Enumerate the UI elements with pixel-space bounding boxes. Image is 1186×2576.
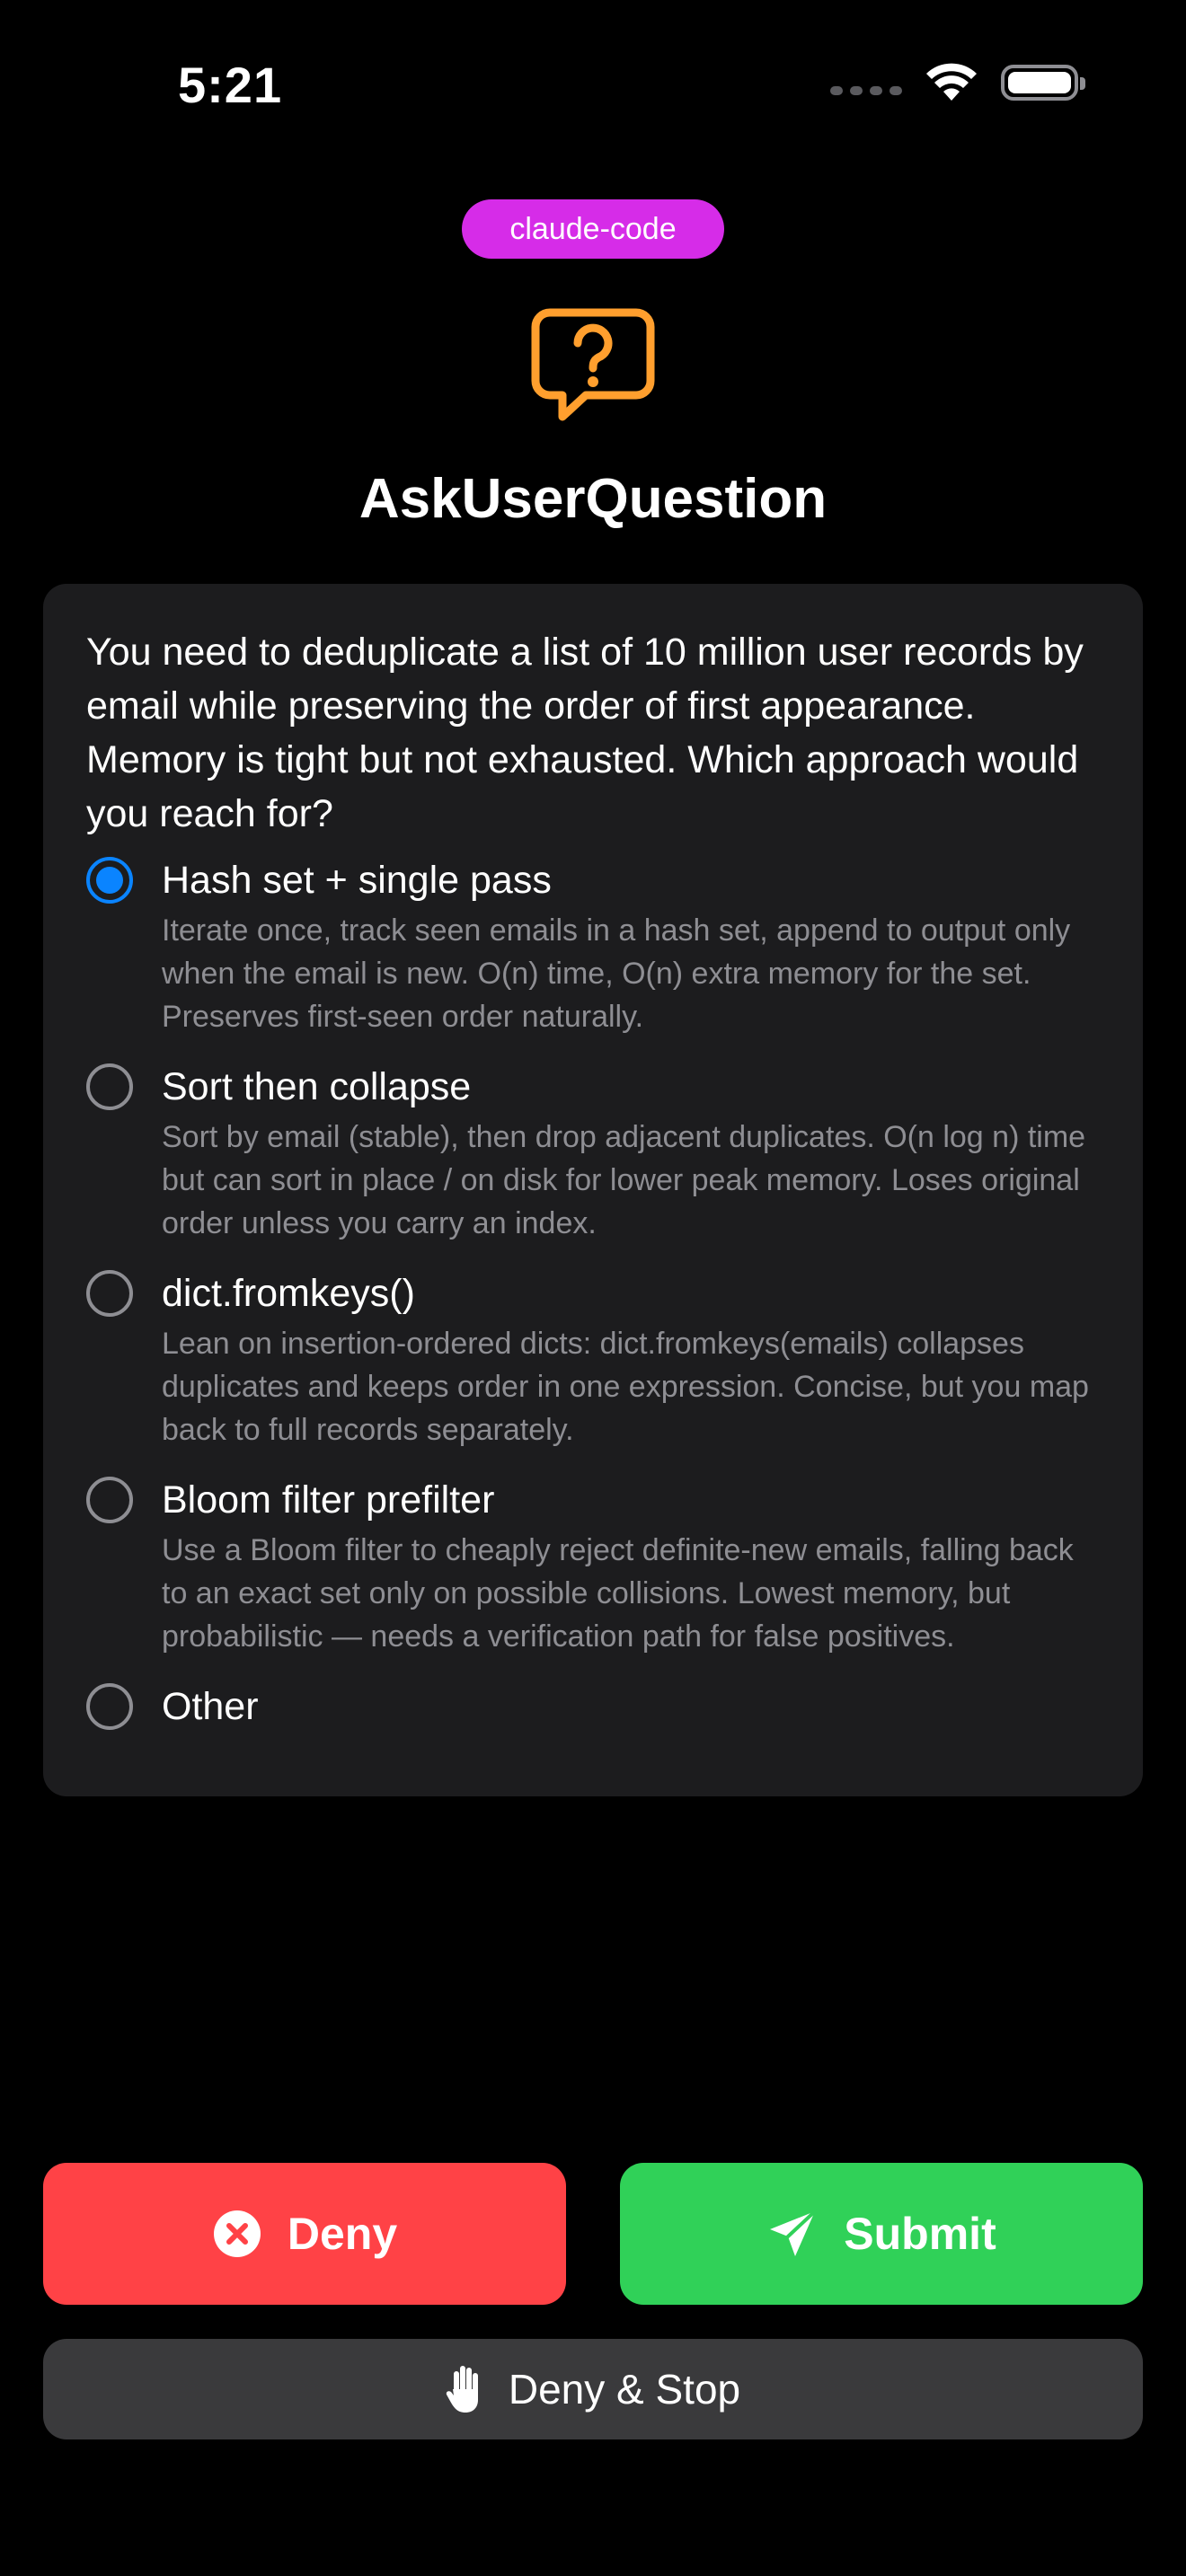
option-other[interactable] — [86, 1683, 1102, 1730]
question-card — [43, 584, 1143, 1796]
option-label: Hash set + single pass — [162, 859, 552, 902]
option-description: Lean on insertion-ordered dicts: dict.fromkeys(emails) collapses duplicates and keeps order in one expression. Concise, but you map back to full records separately. — [162, 1327, 1089, 1447]
status-icons — [830, 63, 1078, 102]
paper-plane-icon — [766, 2208, 819, 2260]
status-time: 5:21 — [178, 57, 283, 113]
option-dict-fromkeys[interactable] — [86, 1270, 1102, 1451]
x-circle-icon — [212, 2209, 262, 2259]
option-label: Bloom filter prefilter — [162, 1478, 495, 1522]
submit-label: Submit — [844, 2209, 996, 2259]
deny-stop-button[interactable] — [43, 2339, 1143, 2439]
radio-unselected[interactable] — [86, 1270, 133, 1317]
radio-selected[interactable] — [86, 857, 133, 904]
battery-icon — [1001, 65, 1078, 101]
submit-button[interactable] — [620, 2163, 1143, 2305]
option-bloom-filter[interactable] — [86, 1477, 1102, 1658]
option-label: Sort then collapse — [162, 1065, 472, 1108]
question-bubble-icon — [530, 307, 656, 424]
option-description: Sort by email (stable), then drop adjacent duplicates. O(n log n) time but can sort in place / on disk for lower peak memory. Loses original order unless you carry an index. — [162, 1120, 1086, 1240]
question-text: You need to deduplicate a list of 10 million user records by email while preserving the order of first appearance. Memory is tight but not exhausted. Which approach would you reach for? — [86, 631, 1084, 835]
radio-unselected[interactable] — [86, 1477, 133, 1523]
cellular-signal-icon — [830, 86, 902, 95]
deny-label: Deny — [287, 2209, 398, 2259]
deny-stop-label: Deny & Stop — [508, 2366, 741, 2413]
hand-raised-icon — [446, 2364, 483, 2414]
deny-button[interactable] — [43, 2163, 566, 2305]
option-description: Use a Bloom filter to cheaply reject definite-new emails, falling back to an exact set only on possible collisions. Lowest memory, but probabilistic — needs a verification path for false positives. — [162, 1533, 1074, 1654]
source-badge: claude-code — [462, 199, 724, 259]
option-sort-collapse[interactable] — [86, 1063, 1102, 1245]
option-description: Iterate once, track seen emails in a hash set, append to output only when the email is new. O(n) time, O(n) extra memory for the set. Preserves first-seen order naturally. — [162, 913, 1071, 1034]
option-hash-set[interactable] — [86, 857, 1102, 1038]
tool-title: AskUserQuestion — [358, 468, 828, 530]
wifi-icon — [925, 63, 978, 102]
option-label: dict.fromkeys() — [162, 1272, 415, 1315]
radio-unselected[interactable] — [86, 1683, 133, 1730]
radio-unselected[interactable] — [86, 1063, 133, 1110]
option-label: Other — [162, 1685, 259, 1728]
